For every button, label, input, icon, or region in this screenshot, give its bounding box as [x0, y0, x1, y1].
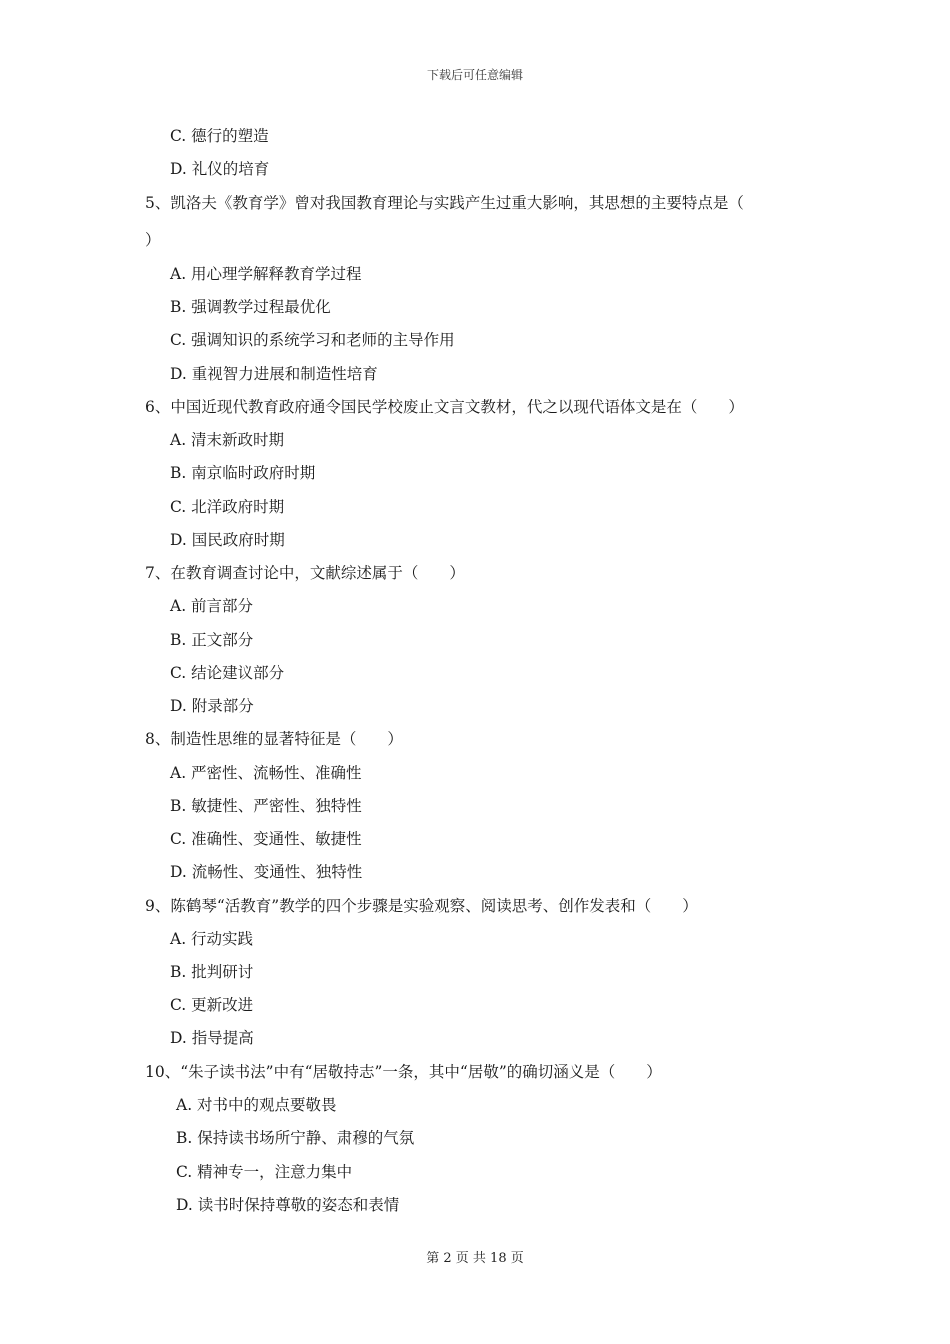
option-text: A. 严密性、流畅性、准确性: [170, 764, 362, 782]
option-text: A. 前言部分: [170, 597, 254, 615]
option-text: C. 精神专一，注意力集中: [176, 1163, 353, 1181]
option-text: D. 指导提高: [170, 1029, 254, 1047]
question-text: 7、在教育调查讨论中，文献综述属于（ ）: [145, 564, 465, 582]
page-header: 下载后可任意编辑: [426, 68, 523, 82]
option-text: C. 强调知识的系统学习和老师的主导作用: [170, 331, 455, 349]
option-text: A. 对书中的观点要敬畏: [176, 1096, 337, 1114]
option-text: C. 北洋政府时期: [170, 498, 285, 516]
option-text: D. 读书时保持尊敬的姿态和表情: [176, 1196, 400, 1214]
option-text: D. 礼仪的培育: [170, 160, 270, 178]
option-text: D. 附录部分: [170, 697, 254, 715]
option-text: C. 准确性、变通性、敏捷性: [170, 830, 362, 848]
option-text: D. 流畅性、变通性、独特性: [170, 863, 363, 881]
option-text: A. 清末新政时期: [170, 431, 285, 449]
question-text: 5、凯洛夫《教育学》曾对我国教育理论与实践产生过重大影响，其思想的主要特点是（: [145, 194, 744, 212]
option-text: B. 南京临时政府时期: [170, 464, 316, 482]
page-footer: 第 2 页 共 18 页: [426, 1251, 524, 1266]
question-text: 6、中国近现代教育政府通令国民学校废止文言文教材，代之以现代语体文是在（ ）: [145, 398, 744, 416]
question-text: 8、制造性思维的显著特征是（ ）: [145, 730, 403, 748]
option-text: D. 重视智力进展和制造性培育: [170, 365, 378, 383]
question-text: 10、“朱子读书法”中有“居敬持志”一条，其中“居敬”的确切涵义是（ ）: [145, 1063, 662, 1081]
question-text: ）: [145, 231, 161, 249]
option-text: B. 批判研讨: [170, 963, 254, 981]
option-text: C. 德行的塑造: [170, 127, 269, 145]
option-text: C. 更新改进: [170, 996, 254, 1014]
option-text: A. 用心理学解释教育学过程: [170, 265, 362, 283]
option-text: C. 结论建议部分: [170, 664, 285, 682]
option-text: B. 敏捷性、严密性、独特性: [170, 797, 362, 815]
option-text: D. 国民政府时期: [170, 531, 285, 549]
option-text: B. 强调教学过程最优化: [170, 298, 331, 316]
question-text: 9、陈鹤琴“活教育”教学的四个步骤是实验观察、阅读思考、创作发表和（ ）: [145, 897, 698, 915]
option-text: B. 正文部分: [170, 631, 254, 649]
option-text: A. 行动实践: [170, 930, 254, 948]
option-text: B. 保持读书场所宁静、肃穆的气氛: [176, 1129, 415, 1147]
